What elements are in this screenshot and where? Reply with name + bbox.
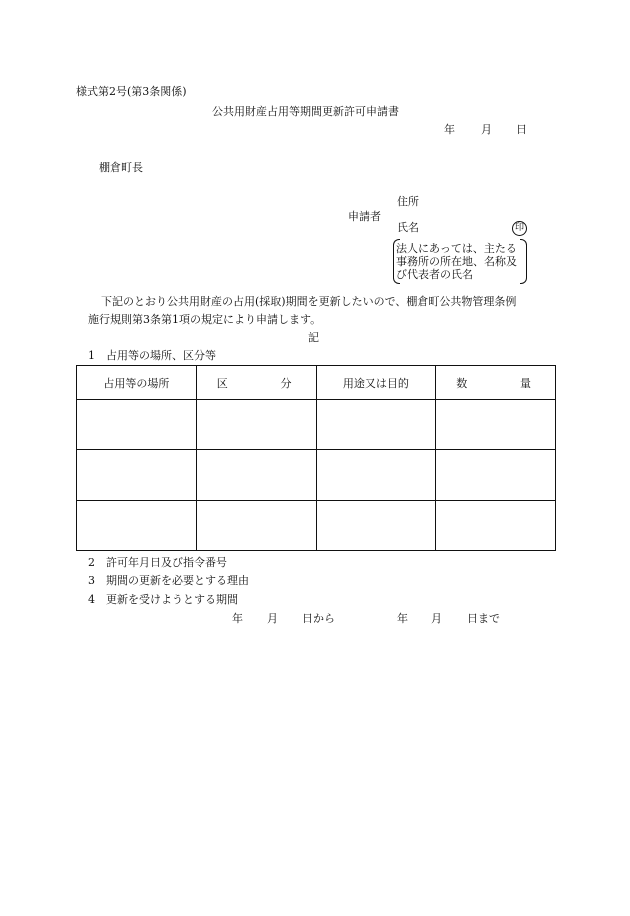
header-quantity — [436, 366, 556, 400]
header-category — [196, 366, 316, 400]
document-title: 公共用財産占用等期間更新許可申請書 — [212, 105, 399, 118]
table-cell — [77, 500, 197, 550]
table-cell — [316, 500, 436, 550]
header-location: 占用等の場所 — [77, 366, 197, 400]
table-cell — [77, 400, 197, 450]
header-quantity-part: 量 — [520, 376, 531, 390]
header-category-part: 分 — [280, 376, 292, 390]
ki-heading: 記 — [308, 331, 319, 344]
item-4: 4 更新を受けようとする期間 — [88, 593, 238, 606]
form-number: 様式第2号(第3条関係) — [76, 85, 187, 98]
table-row — [77, 400, 556, 450]
seal-mark: 印 — [512, 221, 527, 236]
occupancy-table — [76, 365, 556, 551]
name-label: 氏名 — [397, 221, 419, 234]
header-purpose: 用途又は目的 — [316, 366, 436, 400]
table-cell — [316, 450, 436, 500]
period-from-year: 年 — [232, 612, 243, 625]
item-1: 1 占用等の場所、区分等 — [88, 349, 216, 362]
table-row — [77, 500, 556, 550]
table-cell — [77, 450, 197, 500]
body-text-line-2: 施行規則第3条第1項の規定により申請します。 — [88, 313, 322, 326]
header-category-part: 区 — [216, 376, 228, 390]
corporate-note-line: 法人にあっては、主たる — [396, 242, 517, 255]
corporate-note — [396, 242, 517, 281]
table-cell — [436, 500, 556, 550]
table-cell — [316, 400, 436, 450]
period-to-year: 年 — [397, 612, 408, 625]
item-3: 3 期間の更新を必要とする理由 — [88, 574, 249, 587]
addressee: 棚倉町長 — [99, 161, 143, 174]
period-from-month: 月 — [267, 612, 278, 625]
body-text-line-1: 下記のとおり公共用財産の占用(採取)期間を更新したいので、棚倉町公共物管理条例 — [101, 295, 517, 308]
corporate-note-box — [393, 239, 527, 284]
table-cell — [196, 500, 316, 550]
address-label: 住所 — [397, 195, 419, 208]
date-year-label: 年 — [444, 123, 455, 136]
applicant-label: 申請者 — [348, 210, 381, 223]
date-day-label: 日 — [516, 123, 527, 136]
period-to-day: 日まで — [467, 612, 500, 625]
right-bracket — [520, 239, 527, 284]
period-to-month: 月 — [431, 612, 442, 625]
corporate-note-line: 事務所の所在地、名称及 — [396, 255, 517, 268]
header-quantity-part: 数 — [456, 376, 468, 390]
table-cell — [436, 450, 556, 500]
period-from-day: 日から — [302, 612, 335, 625]
table-cell — [196, 450, 316, 500]
table-row — [77, 450, 556, 500]
corporate-note-line: び代表者の氏名 — [396, 268, 473, 281]
date-month-label: 月 — [481, 123, 492, 136]
table-cell — [436, 400, 556, 450]
table-header-row — [77, 366, 556, 400]
table-cell — [196, 400, 316, 450]
item-2: 2 許可年月日及び指令番号 — [88, 556, 227, 569]
